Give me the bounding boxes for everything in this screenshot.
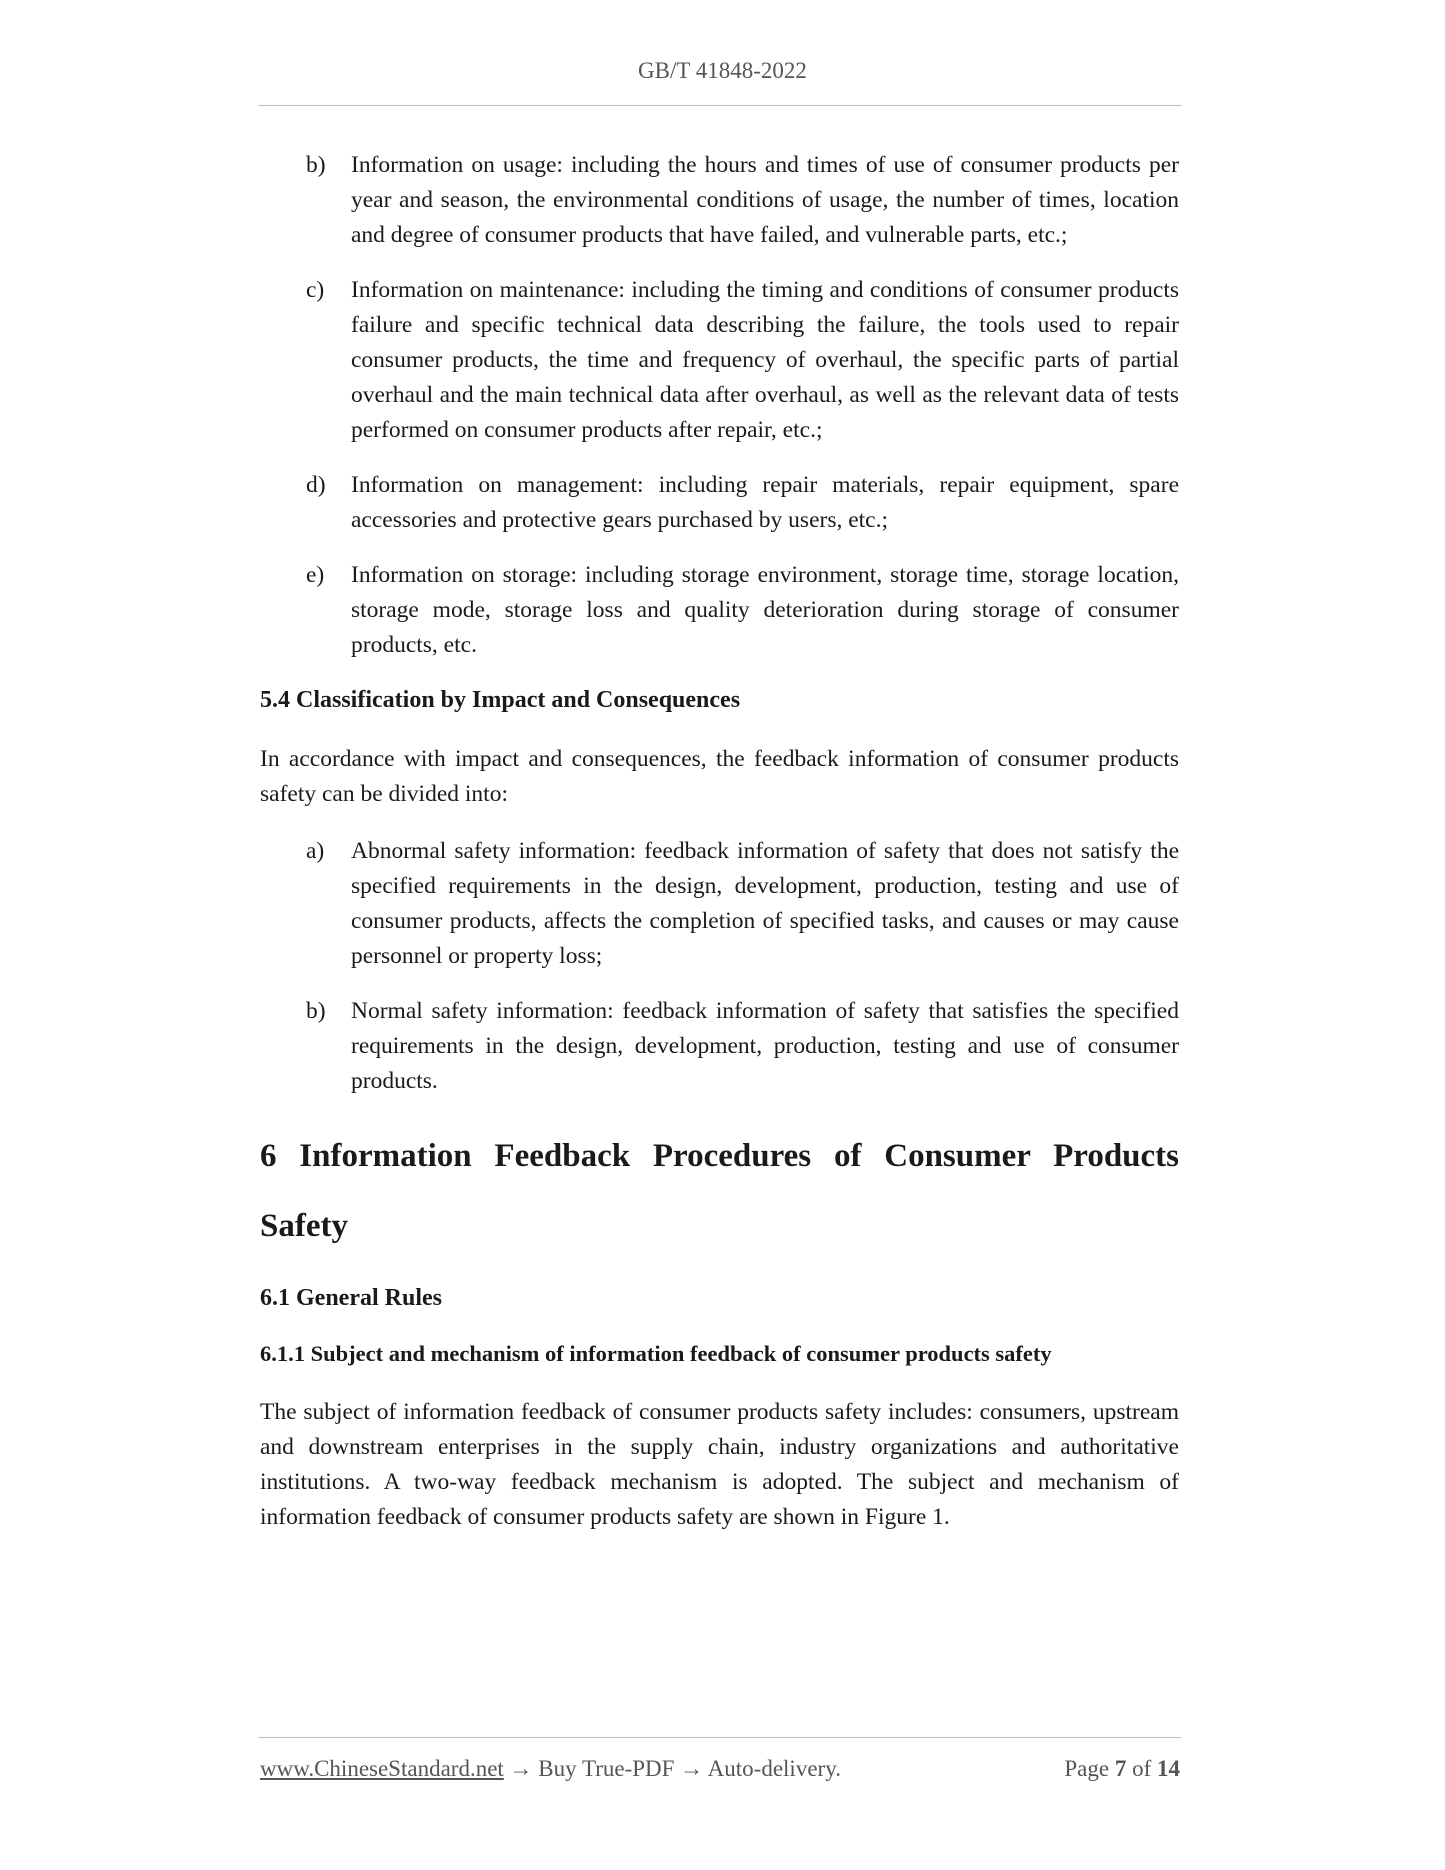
list-item: [260, 273, 1179, 448]
list-item-text: Information on usage: including the hours and times of use of consumer products per year and season, the environmental conditions of usage, the number of times, location and degree of consumer products that have failed, and vulnerable parts, etc.;: [351, 152, 1179, 248]
list-item: [260, 834, 1179, 974]
auto-delivery-text: Auto-delivery.: [707, 1756, 841, 1781]
section-6-1-1-heading: 6.1.1 Subject and mechanism of information feedback of consumer products safety: [260, 1341, 1052, 1366]
total-pages: 14: [1157, 1756, 1180, 1781]
website-link[interactable]: www.ChineseStandard.net: [260, 1756, 504, 1781]
list-item-text: Information on storage: including storage environment, storage time, storage location, storage mode, storage loss and quality deterioration during storage of consumer products, etc.: [351, 562, 1179, 658]
list-item: [260, 994, 1179, 1099]
page-label: Page: [1064, 1756, 1110, 1781]
section-5-4-heading: 5.4 Classification by Impact and Consequences: [260, 687, 741, 713]
of-label: of: [1132, 1756, 1152, 1781]
list-item-text: Normal safety information: feedback information of safety that satisfies the specified requirements in the design, development, production, testing and use of consumer products.: [351, 998, 1179, 1094]
page-number: [1064, 1756, 1180, 1782]
list-marker: c): [306, 277, 325, 303]
section-6-1-1-paragraph: The subject of information feedback of consumer products safety includes: consumers, upstream and downstream enterprises in the supply chain, industry organizations and authoritative institutions. A two-way feedback mechanism is adopted. The subject and mechanism of information feedback of consumer products safety are shown in Figure 1.: [260, 1399, 1179, 1530]
list-marker: b): [306, 998, 326, 1024]
arrow-right-icon: →: [509, 1756, 533, 1781]
footer-divider: [258, 1737, 1181, 1738]
list-item: [260, 468, 1179, 538]
footer-left: [260, 1756, 841, 1782]
list-item-text: Abnormal safety information: feedback information of safety that does not satisfy the specified requirements in the design, development, production, testing and use of consumer products, affects the completion of specified tasks, and causes or may cause personnel or property loss;: [351, 838, 1179, 969]
section-5-4-intro: In accordance with impact and consequences, the feedback information of consumer products safety can be divided into:: [260, 746, 1179, 807]
list-item-text: Information on management: including repair materials, repair equipment, spare accessories and protective gears purchased by users, etc.;: [351, 472, 1179, 533]
chapter-6-heading: 6 Information Feedback Procedures of Consumer Products Safety: [260, 1138, 1179, 1244]
section-6-1-heading: 6.1 General Rules: [260, 1285, 442, 1311]
list-item: [260, 558, 1179, 663]
buy-pdf-text: Buy True-PDF: [538, 1756, 675, 1781]
list-marker: e): [306, 562, 325, 588]
arrow-right-icon: →: [680, 1756, 704, 1781]
document-header-title: GB/T 41848-2022: [638, 58, 807, 83]
list-item: [260, 148, 1179, 253]
list-top: [260, 148, 1179, 663]
list-marker: a): [306, 838, 325, 864]
header-divider: [258, 105, 1182, 106]
section-5-4-list: [260, 834, 1179, 1099]
current-page: 7: [1114, 1756, 1127, 1781]
list-marker: b): [306, 152, 326, 178]
list-item-text: Information on maintenance: including the timing and conditions of consumer products failure and specific technical data describing the failure, the tools used to repair consumer products, the time and frequency of overhaul, the specific parts of partial overhaul and the main technical data after overhaul, as well as the relevant data of tests performed on consumer products after repair, etc.;: [351, 277, 1179, 443]
list-marker: d): [306, 472, 326, 498]
page-content: [260, 148, 1179, 1557]
